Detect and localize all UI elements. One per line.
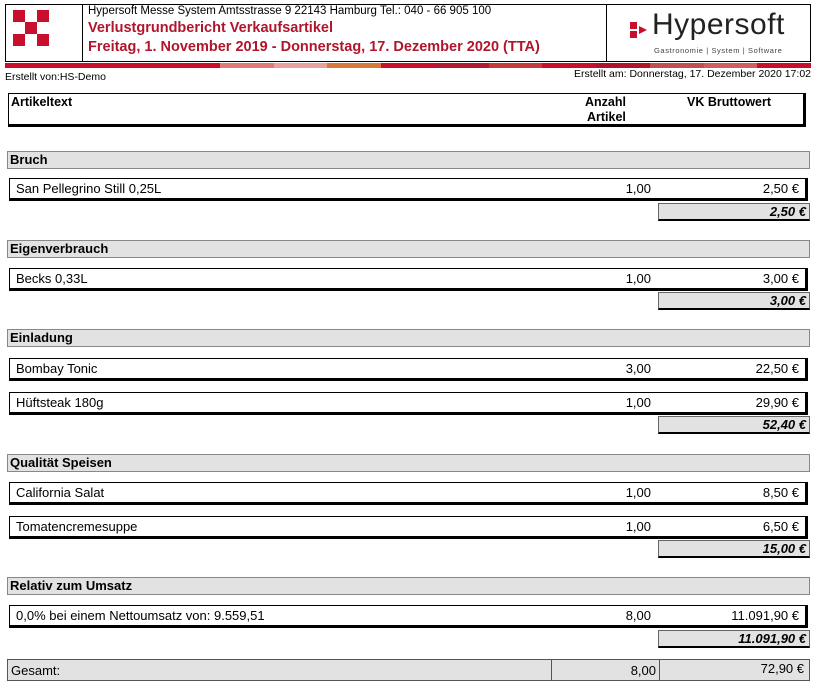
section-heading: Eigenverbrauch xyxy=(7,240,810,258)
brand-tagline: Gastronomie | System | Software xyxy=(654,46,783,55)
company-logo-icon xyxy=(13,10,51,54)
header-divider xyxy=(82,4,83,62)
section-sum: 15,00 € xyxy=(658,540,810,558)
hypersoft-logo xyxy=(630,10,802,56)
article-text: California Salat xyxy=(16,485,105,500)
article-value: 2,50 € xyxy=(762,181,799,196)
article-text: San Pellegrino Still 0,25L xyxy=(16,181,162,196)
table-row xyxy=(9,516,808,539)
section-sum: 3,00 € xyxy=(658,292,810,310)
section-heading: Relativ zum Umsatz xyxy=(7,577,810,595)
article-value: 29,90 € xyxy=(755,395,799,410)
created-by: Erstellt von:HS-Demo xyxy=(5,71,106,83)
total-qty: 8,00 xyxy=(630,663,656,678)
article-text: Becks 0,33L xyxy=(16,271,88,286)
article-qty: 1,00 xyxy=(625,519,651,534)
table-row xyxy=(9,358,808,381)
section-heading: Bruch xyxy=(7,151,810,169)
col-qty-line1: Anzahl xyxy=(585,95,626,109)
section-heading: Einladung xyxy=(7,329,810,347)
article-value: 3,00 € xyxy=(762,271,799,286)
article-qty: 8,00 xyxy=(625,608,651,623)
table-row xyxy=(9,482,808,505)
report-title: Verlustgrundbericht Verkaufsartikel xyxy=(88,20,333,36)
report-date-range: Freitag, 1. November 2019 - Donnerstag, 17. Dezember 2020 (TTA) xyxy=(88,39,540,55)
article-qty: 1,00 xyxy=(625,395,651,410)
section-heading: Qualität Speisen xyxy=(7,454,810,472)
total-value: 72,90 € xyxy=(760,661,804,676)
col-gross-value: VK Bruttowert xyxy=(687,95,772,109)
article-qty: 1,00 xyxy=(625,271,651,286)
col-qty-line2: Artikel xyxy=(587,110,626,124)
article-value: 8,50 € xyxy=(762,485,799,500)
column-header xyxy=(8,93,806,127)
hypersoft-mark-icon xyxy=(630,20,648,40)
brand-name: Hypersoft xyxy=(652,8,785,41)
article-text: Tomatencremesuppe xyxy=(16,519,138,534)
company-address: Hypersoft Messe System Amtsstrasse 9 22143 Hamburg Tel.: 040 - 66 905 100 xyxy=(88,5,492,17)
grand-total-row xyxy=(7,659,810,681)
section-sum: 11.091,90 € xyxy=(658,630,810,648)
created-at: Erstellt am: Donnerstag, 17. Dezember 2020 17:02 xyxy=(574,68,811,80)
table-row xyxy=(9,268,808,291)
article-text: Bombay Tonic xyxy=(16,361,98,376)
article-value: 6,50 € xyxy=(762,519,799,534)
article-text: Hüftsteak 180g xyxy=(16,395,104,410)
table-row xyxy=(9,605,808,628)
article-text: 0,0% bei einem Nettoumsatz von: 9.559,51 xyxy=(16,608,265,623)
article-value: 22,50 € xyxy=(755,361,799,376)
article-value: 11.091,90 € xyxy=(731,608,799,623)
total-label: Gesamt: xyxy=(11,663,61,678)
article-qty: 3,00 xyxy=(625,361,651,376)
table-row xyxy=(9,392,808,415)
section-sum: 2,50 € xyxy=(658,203,810,221)
table-row xyxy=(9,178,808,201)
article-qty: 1,00 xyxy=(625,485,651,500)
header-divider xyxy=(606,4,607,62)
col-article-text: Artikeltext xyxy=(11,95,73,109)
article-qty: 1,00 xyxy=(625,181,651,196)
section-sum: 52,40 € xyxy=(658,416,810,434)
